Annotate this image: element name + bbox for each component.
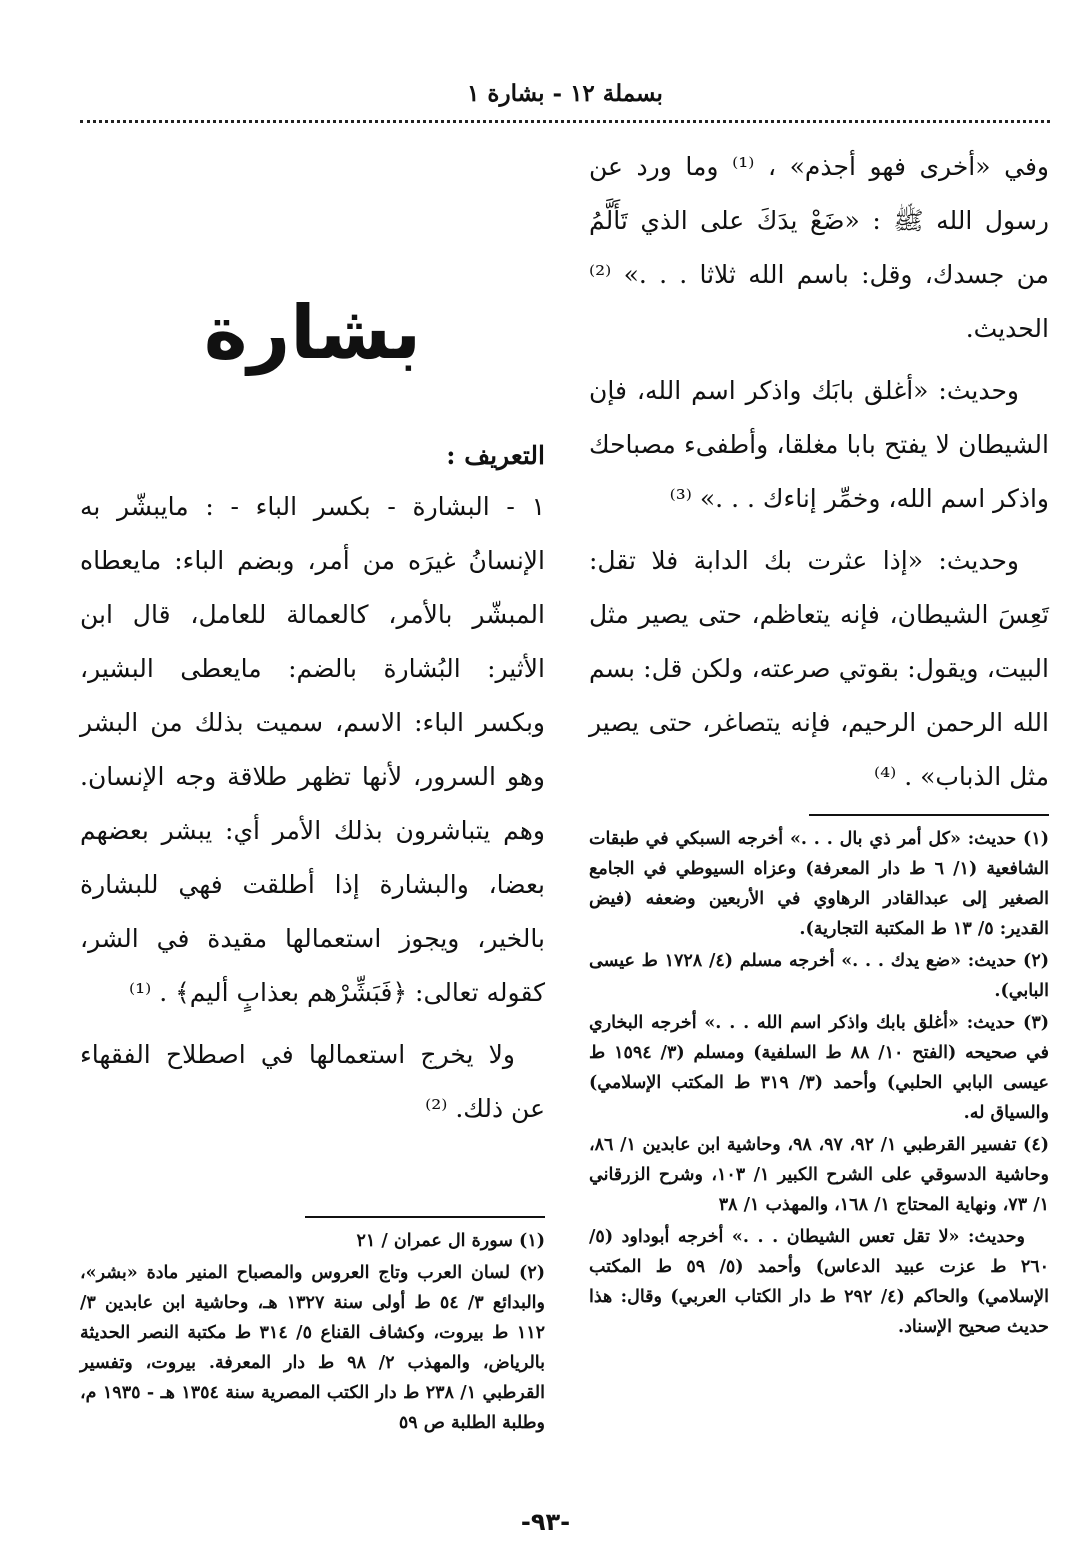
left-footnotes (80, 1226, 545, 1438)
right-footnote-4: (٤) تفسير القرطبي ١/ ٩٢، ٩٧، ٩٨، وحاشية ابن عابدين ١/ ٨٦، وحاشية الدسوقي على الشرح الكبير ١/ ١٠٣، وشرح الزرقاني ١/ ٧٣، ونهاية المحتاج ١/ ١٦٨، والمهذب ١/ ٣٨ (589, 1135, 1049, 1215)
right-footnote-1: (١) حديث: «كل أمر ذي بال . . .» أخرجه السبكي في طبقات الشافعية (١/ ٦ ط دار المعرفة) وعزاه السيوطي في الجامع الصغير إلى عبدالقادر الرهاوي في الأربعين وضعفه (فيض القدير: ٥/ ١٣ ط المكتبة التجارية). (589, 829, 1050, 939)
right-footnote-rule (809, 814, 1049, 816)
left-column (80, 140, 545, 1440)
right-body-text (589, 140, 1049, 804)
page-number: -٩٣- (520, 1508, 571, 1536)
right-paragraph-3: وحديث: «إذا عثرت بك الدابة فلا تقل: تَعِسَ الشيطان، فإنه يتعاظم، حتى يصير مثل البيت، ويقول: بقوتي صرعته، ولكن قل: بسم الله الرحمن الرحيم، فإنه يتصاغر، حتى يصير مثل الذباب» . ⁽⁴⁾ (589, 546, 1049, 791)
left-footnote-2: (٢) لسان العرب وتاج العروس والمصباح المنير مادة «بشر»، والبدائع ٣/ ٥٤ ط أولى سنة ١٣٢٧ هـ، وحاشية ابن عابدين ٣/ ١١٢ ط بيروت، وكشاف القناع ٥/ ٣١٤ ط مكتبة النصر الحديثة بالرياض، والمهذب ٢/ ٩٨ ط دار المعرفة. بيروت، وتفسير القرطبي ١/ ٢٣٨ ط دار الكتب المصرية سنة ١٣٥٤ هـ - ١٩٣٥ م، وطلبة الطلبة ص ٥٩ (80, 1263, 546, 1433)
entry-title: بشارة (203, 290, 422, 376)
right-paragraph-1: وفي «أخرى فهو أجذم» ، ⁽¹⁾ وما ورد عن رسول الله ﷺ : «ضَعْ يدَكَ على الذي تَأَلَّمُ من جسدك، وقل: باسم الله ثلاثا . . .» ⁽²⁾ الحديث. (589, 152, 1049, 343)
left-paragraph-2: ولا يخرج استعمالها في اصطلاح الفقهاء عن ذلك. ⁽²⁾ (80, 1040, 545, 1123)
right-footnotes (589, 824, 1049, 1342)
right-paragraph-2: وحديث: «أغلق بابَك واذكر اسم الله، فإن الشيطان لا يفتح بابا مغلقا، وأطفىء مصباحك واذكر اسم الله، وخمِّر إناءك . . .» ⁽³⁾ (589, 376, 1049, 513)
right-footnote-2: (٢) حديث: «ضع يدك . . .» أخرجه مسلم (٤/ ١٧٢٨ ط عيسى البابي). (589, 951, 1050, 1001)
left-footnote-1: (١) سورة ال عمران / ٢١ (356, 1231, 545, 1251)
right-footnote-4-continued: وحديث: «لا تقل تعس الشيطان . . .» أخرجه أبوداود (٥/ ٢٦٠ ط عزت عبيد الدعاس) وأحمد (٥/ ٥٩ ط المكتب الإسلامي) والحاكم (٤/ ٢٩٢ ط دار الكتاب العربي) وقال: هذا حديث صحيح الإسناد. (589, 1227, 1050, 1337)
definition-heading: التعريف : (446, 441, 545, 470)
right-column (589, 140, 1049, 1344)
left-footnote-rule (305, 1216, 545, 1218)
left-body-text (80, 480, 545, 1136)
right-footnote-3: (٣) حديث: «أغلق بابك واذكر اسم الله . . .» أخرجه البخاري في صحيحه (الفتح ١٠/ ٨٨ ط السلفية) ومسلم (٣/ ١٥٩٤ ط عيسى البابي الحلبي) وأحمد (٣/ ٣١٩ ط المكتب الإسلامي) والسياق له. (589, 1013, 1050, 1123)
header-dotted-rule (80, 120, 1050, 123)
running-header: بسملة ١٢ - بشارة ١ (467, 80, 663, 107)
left-paragraph-1: ١ - البشارة - بكسر الباء - : مايبشّر به الإنسانُ غيرَه من أمر، وبضم الباء: مايعطاه المبشّر بالأمر، كالعمالة للعامل، قال ابن الأثير: البُشارة بالضم: مايعطى البشير، وبكسر الباء: الاسم، سميت بذلك من البشر وهو السرور، لأنها تظهر طلاقة وجه الإنسان. وهم يتباشرون بذلك الأمر أي: يبشر بعضهم بعضا، والبشارة إذا أطلقت فهي للبشارة بالخير، ويجوز استعمالها مقيدة في الشر، كقوله تعالى: ﴿فَبَشِّرْهم بعذابٍ أليم﴾ . ⁽¹⁾ (80, 492, 545, 1007)
